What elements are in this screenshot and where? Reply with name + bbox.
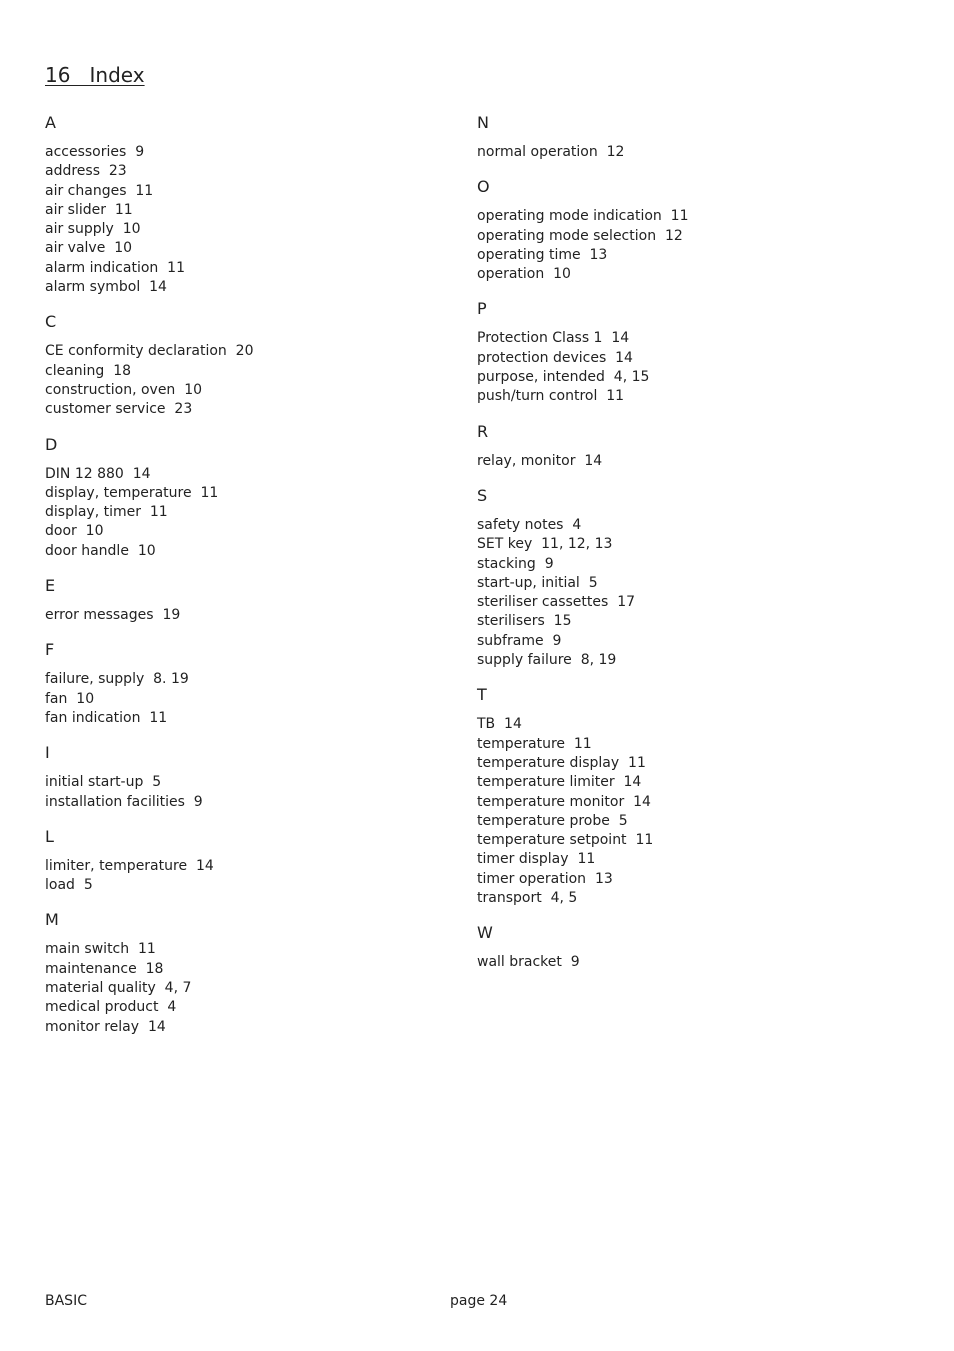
- index-entry: fan indication 11: [45, 709, 168, 726]
- index-entry: error messages 19: [45, 607, 181, 624]
- index-letter-heading: L: [45, 826, 54, 846]
- index-group: [477, 922, 897, 972]
- footer-page-number: page 24: [450, 1293, 508, 1309]
- index-entry: main switch 11: [45, 941, 156, 958]
- index-entry: failure, supply 8. 19: [45, 671, 189, 688]
- index-group: [477, 421, 897, 471]
- index-entry: temperature probe 5: [477, 812, 628, 829]
- index-entry: sterilisers 15: [477, 613, 572, 630]
- index-entry: installation facilities 9: [45, 793, 203, 810]
- index-entry: customer service 23: [45, 401, 193, 418]
- index-group: [477, 112, 897, 162]
- index-entry: temperature display 11: [477, 754, 646, 771]
- index-entry: supply failure 8, 19: [477, 652, 617, 669]
- index-group: [45, 639, 465, 728]
- index-entry: safety notes 4: [477, 516, 582, 533]
- index-entry: alarm symbol 14: [45, 279, 167, 296]
- index-entry: fan 10: [45, 690, 95, 707]
- index-column-left: [45, 112, 465, 1051]
- index-entry: TB 14: [477, 716, 522, 733]
- index-letter-heading: W: [477, 923, 493, 943]
- index-letter-heading: C: [45, 312, 57, 332]
- index-letter-heading: M: [45, 910, 59, 930]
- index-entry: door handle 10: [45, 542, 156, 559]
- index-letter-heading: R: [477, 421, 489, 441]
- index-entry: push/turn control 11: [477, 388, 625, 405]
- index-entry: wall bracket 9: [477, 954, 580, 971]
- index-letter-heading: A: [45, 113, 56, 132]
- index-entry: temperature 11: [477, 735, 592, 752]
- index-entry: subframe 9: [477, 632, 562, 649]
- index-entry: display, temperature 11: [45, 484, 219, 501]
- index-entry: maintenance 18: [45, 960, 164, 977]
- page-title: 16 Index: [45, 63, 145, 87]
- index-entry: timer operation 13: [477, 870, 613, 887]
- index-entry: SET key 11, 12, 13: [477, 536, 613, 553]
- index-entry: operation 10: [477, 266, 571, 283]
- index-entry: load 5: [45, 877, 93, 894]
- index-entry: operating time 13: [477, 246, 608, 263]
- index-entry: start-up, initial 5: [477, 574, 598, 591]
- index-group: [45, 112, 465, 297]
- index-group: [477, 485, 897, 670]
- index-entry: operating mode indication 11: [477, 208, 689, 225]
- index-entry: air supply 10: [45, 221, 141, 238]
- index-entry: air valve 10: [45, 240, 133, 257]
- index-entry: purpose, intended 4, 15: [477, 369, 650, 386]
- index-entry: operating mode selection 12: [477, 227, 683, 244]
- index-entry: transport 4, 5: [477, 890, 578, 907]
- index-group: [45, 742, 465, 812]
- index-letter-heading: O: [477, 177, 490, 197]
- footer-document-name: BASIC: [45, 1293, 87, 1309]
- index-letter-heading: I: [45, 743, 50, 763]
- index-group: [477, 176, 897, 284]
- index-entry: temperature setpoint 11: [477, 832, 654, 849]
- index-entry: protection devices 14: [477, 349, 633, 366]
- index-letter-heading: P: [477, 299, 487, 319]
- index-entry: temperature monitor 14: [477, 793, 651, 810]
- index-entry: address 23: [45, 163, 127, 180]
- index-entry: stacking 9: [477, 555, 554, 572]
- index-entry: timer display 11: [477, 851, 596, 868]
- index-entry: DIN 12 880 14: [45, 465, 151, 482]
- index-letter-heading: D: [45, 434, 58, 454]
- index-entry: CE conformity declaration 20: [45, 343, 254, 360]
- index-group: [477, 298, 897, 406]
- index-entry: monitor relay 14: [45, 1018, 166, 1035]
- index-group: [45, 826, 465, 896]
- index-entry: material quality 4, 7: [45, 980, 192, 997]
- index-entry: Protection Class 1 14: [477, 330, 630, 347]
- index-entry: accessories 9: [45, 144, 145, 160]
- index-entry: air changes 11: [45, 182, 154, 199]
- index-letter-heading: S: [477, 485, 488, 505]
- index-entry: limiter, temperature 14: [45, 857, 214, 874]
- index-letter-heading: F: [45, 640, 55, 660]
- index-entry: display, timer 11: [45, 504, 168, 521]
- index-letter-heading: T: [477, 685, 487, 705]
- index-entry: initial start-up 5: [45, 774, 162, 791]
- index-letter-heading: E: [45, 576, 56, 596]
- index-entry: air slider 11: [45, 201, 133, 218]
- index-entry: alarm indication 11: [45, 259, 185, 276]
- index-group: [477, 684, 897, 908]
- index-group: [45, 575, 465, 625]
- index-entry: medical product 4: [45, 999, 177, 1016]
- index-entry: door 10: [45, 523, 104, 540]
- index-entry: construction, oven 10: [45, 381, 203, 398]
- index-entry: steriliser cassettes 17: [477, 594, 636, 611]
- index-group: [45, 311, 465, 419]
- index-column-right: [477, 112, 897, 987]
- index-entry: relay, monitor 14: [477, 452, 603, 469]
- index-letter-heading: N: [477, 113, 489, 132]
- index-entry: normal operation 12: [477, 144, 625, 160]
- index-group: [45, 434, 465, 561]
- index-entry: cleaning 18: [45, 362, 132, 379]
- index-group: [45, 909, 465, 1036]
- index-entry: temperature limiter 14: [477, 774, 642, 791]
